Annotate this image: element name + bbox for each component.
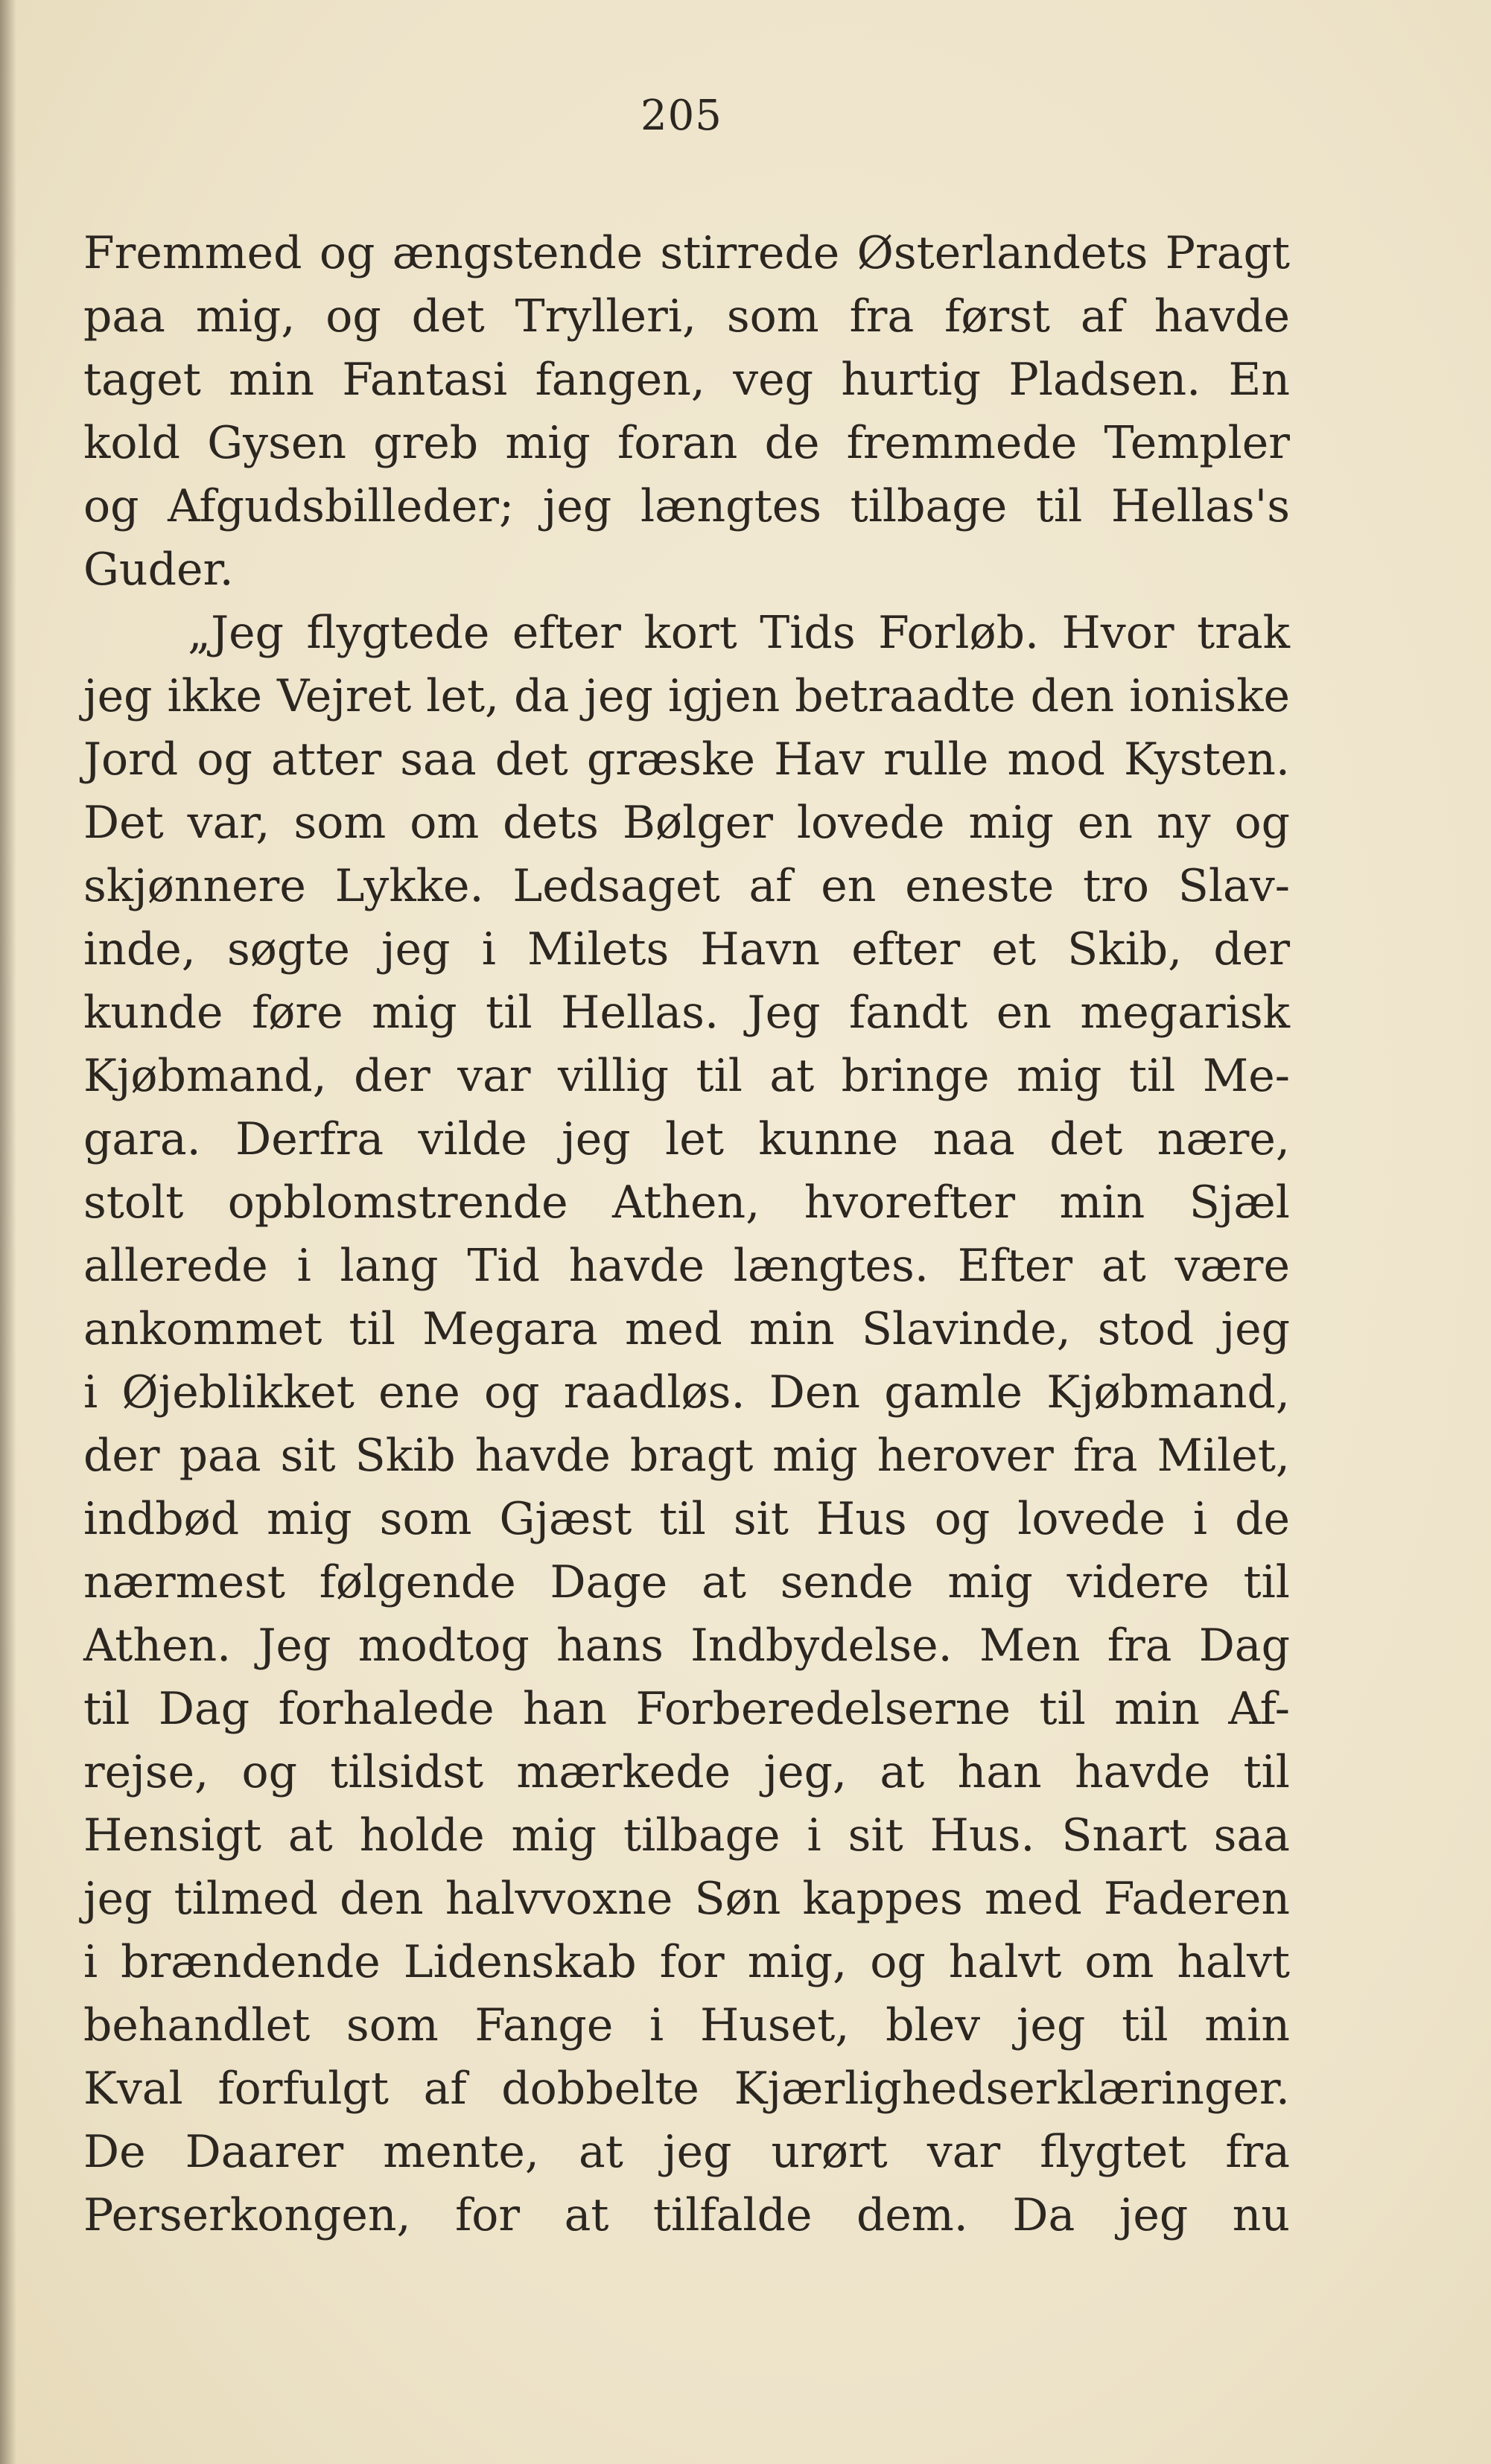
text-line: Hensigt at holde mig tilbage i sit Hus. Snart saa xyxy=(83,1809,1290,1862)
text-line: „Jeg flygtede efter kort Tids Forløb. Hvor trak xyxy=(188,607,1290,659)
text-line: Det var, som om dets Bølger lovede mig en ny og xyxy=(83,797,1290,849)
text-line: kunde føre mig til Hellas. Jeg fandt en megarisk xyxy=(83,987,1290,1039)
text-line: rejse, og tilsidst mærkede jeg, at han havde til xyxy=(83,1746,1290,1798)
text-line: behandlet som Fange i Huset, blev jeg til min xyxy=(83,1999,1290,2051)
text-line: kold Gysen greb mig foran de fremmede Templer xyxy=(83,417,1290,469)
text-line: Athen. Jeg modtog hans Indbydelse. Men fra Dag xyxy=(83,1620,1290,1672)
text-line: Kval forfulgt af dobbelte Kjærlighedserklæringer. xyxy=(83,2063,1290,2115)
text-line: allerede i lang Tid havde længtes. Efter at være xyxy=(83,1240,1290,1292)
text-line: indbød mig som Gjæst til sit Hus og lovede i de xyxy=(83,1493,1290,1545)
body-text xyxy=(83,222,1290,2247)
text-line: paa mig, og det Trylleri, som fra først af havde xyxy=(83,290,1290,343)
text-line: Kjøbmand, der var villig til at bringe mig til Me- xyxy=(83,1050,1290,1102)
text-line: De Daarer mente, at jeg urørt var flygtet fra xyxy=(83,2126,1290,2178)
text-line: Jord og atter saa det græske Hav rulle mod Kysten. xyxy=(83,733,1290,786)
text-line: nærmest følgende Dage at sende mig videre til xyxy=(83,1556,1290,1608)
page-edge-shadow xyxy=(0,0,16,2464)
text-line: Fremmed og ængstende stirrede Østerlandets Pragt xyxy=(83,227,1290,279)
text-line: jeg tilmed den halvvoxne Søn kappes med Faderen xyxy=(83,1873,1290,1925)
text-line: i brændende Lidenskab for mig, og halvt om halvt xyxy=(83,1936,1290,1988)
page-number: 205 xyxy=(640,92,722,140)
text-line: Perserkongen, for at tilfalde dem. Da jeg nu xyxy=(83,2189,1290,2241)
text-line: taget min Fantasi fangen, veg hurtig Pladsen. En xyxy=(83,354,1290,406)
text-line: gara. Derfra vilde jeg let kunne naa det nære, xyxy=(83,1113,1290,1165)
text-line: inde, søgte jeg i Milets Havn efter et Skib, der xyxy=(83,923,1290,975)
text-line: der paa sit Skib havde bragt mig herover fra Milet, xyxy=(83,1430,1290,1482)
text-line: jeg ikke Vejret let, da jeg igjen betraadte den ioniske xyxy=(83,670,1290,722)
text-line: skjønnere Lykke. Ledsaget af en eneste tro Slav- xyxy=(83,860,1290,912)
text-line: og Afgudsbilleder; jeg længtes tilbage til Hellas's xyxy=(83,480,1290,532)
text-line: stolt opblomstrende Athen, hvorefter min Sjæl xyxy=(83,1177,1290,1229)
text-line: Guder. xyxy=(83,544,234,596)
text-line: ankommet til Megara med min Slavinde, stod jeg xyxy=(83,1303,1290,1355)
text-line: til Dag forhalede han Forberedelserne til min Af- xyxy=(83,1683,1290,1735)
text-line: i Øjeblikket ene og raadløs. Den gamle Kjøbmand, xyxy=(83,1366,1290,1419)
